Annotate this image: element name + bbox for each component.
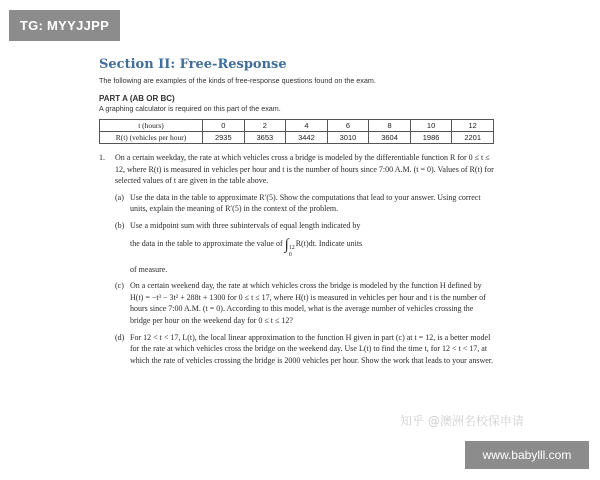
part-subtitle: A graphing calculator is required on this part of the exam.: [99, 104, 281, 113]
data-table: [99, 119, 494, 144]
part-b-line2: the data in the table to approximate the value of: [130, 238, 283, 248]
exam-content: [99, 56, 494, 366]
part-a-label: (a): [115, 192, 124, 202]
tg-badge: TG: MYYJJPP: [9, 10, 120, 41]
table-cell: 6: [327, 120, 369, 132]
table-cell: 0: [203, 120, 245, 132]
table-row-label: R(t) (vehicles per hour): [100, 132, 203, 144]
table-cell: 3604: [369, 132, 411, 144]
table-row-label: t (hours): [100, 120, 203, 132]
zhihu-watermark: 知乎 @澳洲名校保申请: [400, 414, 524, 428]
part-b-text: [130, 220, 494, 275]
part-c: [99, 280, 494, 326]
table-cell: 2: [244, 120, 286, 132]
section-title: Section II: Free-Response: [99, 57, 287, 72]
question-number: 1.: [99, 153, 105, 162]
table-cell: 2201: [452, 132, 494, 144]
integral-symbol: ∫: [284, 236, 289, 253]
part-d: [99, 332, 494, 367]
part-c-text: On a certain weekend day, the rate at which vehicles cross the bridge is modeled by the function H defined by H(t) = −t³ − 3t² + 288t + 1300 for 0 ≤ t ≤ 17, where H(t) is measured in vehicles per hour and t is the number of hours since 7:00 A.M. (t = 0). According to this model, what is the average number of vehicles crossing the bridge per hour on the weekend day for 0 ≤ t ≤ 12?: [130, 281, 486, 325]
part-b-label: (b): [115, 220, 125, 230]
table-cell: 8: [369, 120, 411, 132]
part-b: [99, 220, 494, 275]
part-c-label: (c): [115, 281, 124, 291]
part-b-line1: Use a midpoint sum with three subintervals of equal length indicated by: [130, 220, 361, 230]
question-stem: On a certain weekday, the rate at which vehicles cross a bridge is modeled by the differentiable function R for 0 ≤ t ≤ 12, where R(t) is measured in vehicles per hour and t is the number of hours since 7:00 A.M. (t = 0). Values of R(t) for selected values of t are given in the table above.: [115, 153, 494, 186]
table-cell: 4: [286, 120, 328, 132]
question-1: [99, 152, 494, 366]
part-d-text: For 12 < t < 17, L(t), the local linear approximation to the function H given in part (c) at t = 12, is a better model for the rate at which vehicles cross the bridge on the weekend day. Use L(t) to find the time t, for 12 < t < 17, at which the rate of vehicles crossing the bridge is 2000 vehicles per hour. Show the work that leads to your answer.: [130, 332, 494, 365]
table-cell: 3442: [286, 132, 328, 144]
part-title: PART A (AB OR BC): [99, 94, 175, 103]
table-row: [100, 132, 494, 144]
integral-upper-limit: 12: [288, 244, 295, 251]
table-cell: 3010: [327, 132, 369, 144]
part-a: [99, 192, 494, 215]
part-d-label: (d): [115, 332, 125, 342]
part-a-text: Use the data in the table to approximate R′(5). Show the computations that lead to your answer. Using correct units, explain the meaning of R′(5) in the context of the problem.: [130, 192, 481, 214]
table-cell: 1986: [410, 132, 452, 144]
url-badge: www.babylll.com: [465, 441, 589, 469]
part-b-line3: of measure.: [130, 264, 168, 274]
integral-limits: [289, 245, 295, 259]
table-cell: 3653: [244, 132, 286, 144]
integral-lower-limit: 0: [288, 251, 292, 258]
table-cell: 2935: [203, 132, 245, 144]
table-cell: 10: [410, 120, 452, 132]
table-cell: 12: [452, 120, 494, 132]
section-intro: The following are examples of the kinds of free-response questions found on the exam.: [99, 76, 376, 85]
part-b-integral-line: [130, 237, 494, 259]
table-row: [100, 120, 494, 132]
integrand: R(t)dt. Indicate units: [295, 238, 363, 248]
